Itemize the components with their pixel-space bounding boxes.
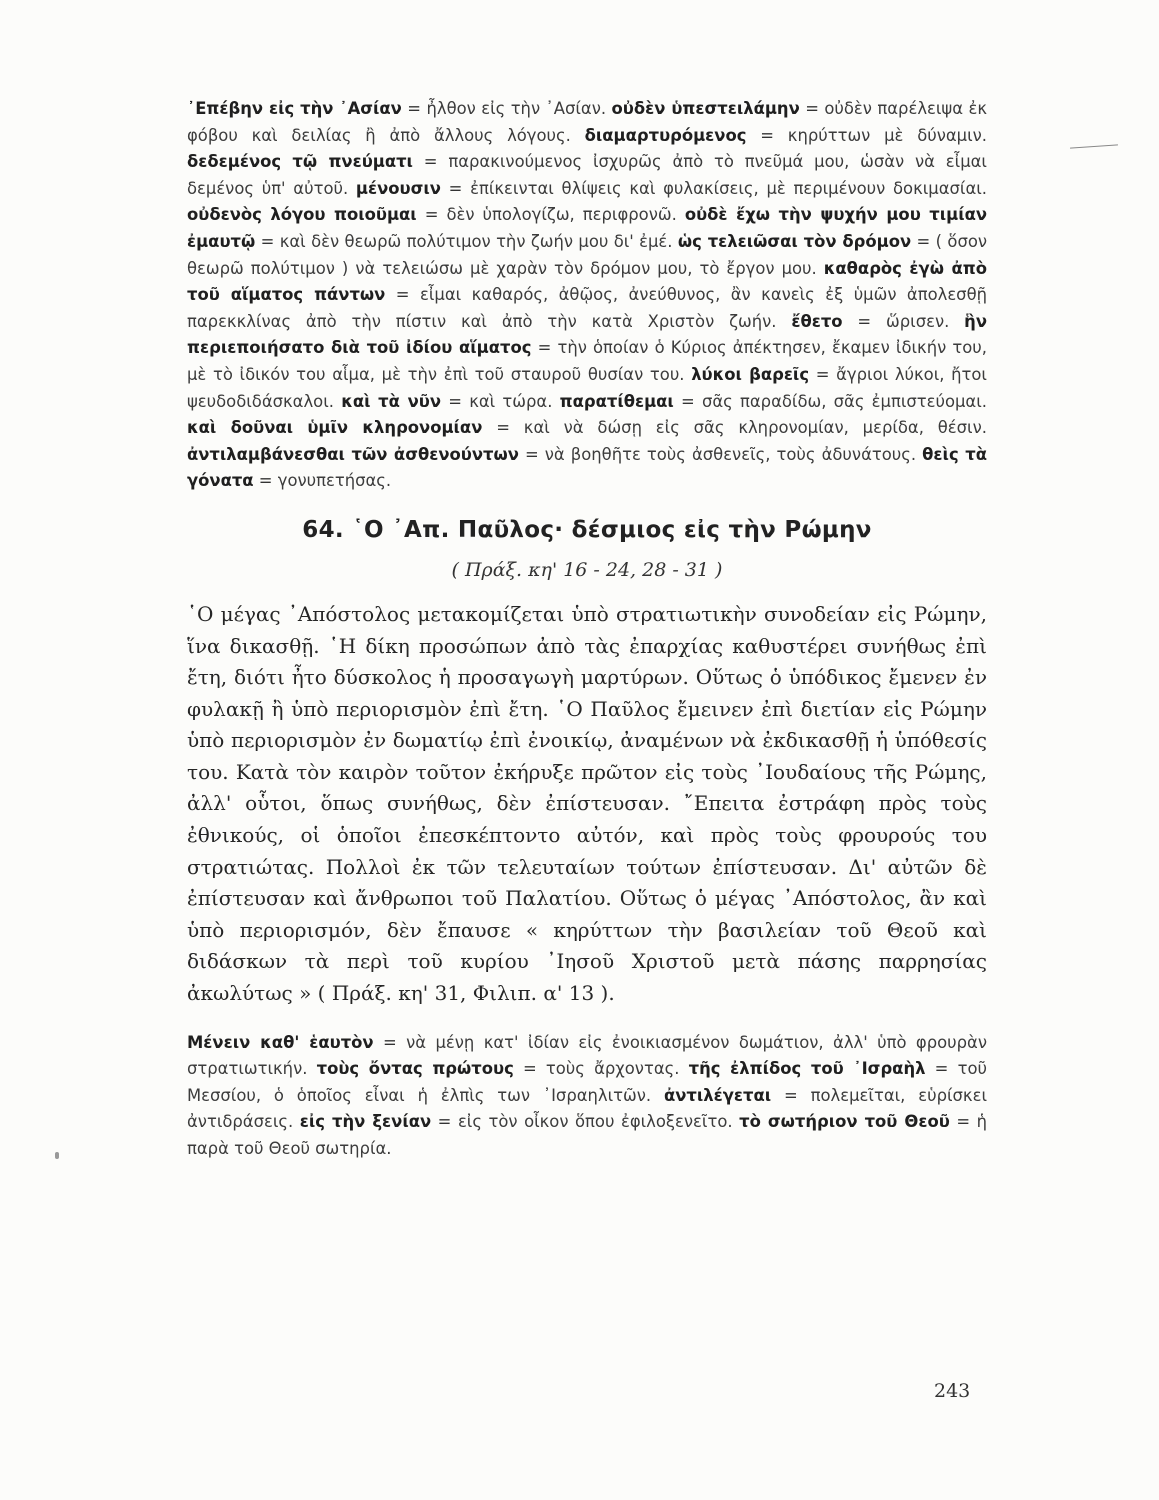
glossary-top [187,96,987,495]
equals-sign: = [784,1085,798,1105]
glossary-term: εἰς τὴν ξενίαν [299,1112,432,1132]
glossary-definition: τοὺς ἄρχοντας. [545,1059,680,1079]
equals-sign: = [382,1032,397,1052]
equals-sign: = [437,1112,452,1132]
equals-sign: = [760,125,774,145]
glossary-term: διαμαρτυρόμενος [584,125,747,145]
glossary-definition: πολεμεῖται, εὑρίσκει ἀντιδράσεις. [187,1085,987,1132]
glossary-definition: τοῦ Μεσσίου, ὁ ὁποῖος εἶναι ἡ ἐλπὶς των ᾿Ισραηλιτῶν. [187,1059,987,1105]
glossary-term: τὸ σωτήριον τοῦ Θεοῦ [739,1112,950,1132]
scripture-reference: ( Πράξ. κη' 16 - 24, 28 - 31 ) [451,558,723,581]
glossary-term: Μένειν καθ' ἑαυτὸν [187,1032,374,1052]
glossary-term: καὶ δοῦναι ὑμῖν κληρονομίαν [187,418,483,438]
glossary-definition: ὥρισεν. [886,311,950,331]
equals-sign: = [681,391,695,411]
glossary-term: ἀντιλέγεται [664,1085,772,1105]
glossary-term: καθαρὸς ἐγὼ ἀπὸ τοῦ αἵματος πάντων [187,258,987,305]
equals-sign: = [496,418,510,438]
equals-sign: = [916,231,931,251]
glossary-term: οὐδενὸς λόγου ποιοῦμαι [187,205,417,225]
glossary-term: οὐδὲν ὑπεστειλάμην [611,99,800,118]
glossary-definition: εἰς τὸν οἶκον ὅπου ἐφιλοξενεῖτο. [457,1112,733,1132]
equals-sign: = [423,152,438,172]
glossary-term: ὡς τελειῶσαι τὸν δρόμον [677,231,912,251]
glossary-definition: ἦλθον εἰς τὴν ᾿Ασίαν. [426,99,607,118]
glossary-definition: νὰ μένῃ κατ' ἰδίαν εἰς ἐνοικιασμένον δωμάτιον, ἀλλ' ὑπὸ φρουρὰν στρατιωτικήν. [187,1032,987,1079]
glossary-term: παρατίθεμαι [559,391,674,411]
glossary-term: ἀντιλαμβάνεσθαι τῶν ἀσθενούντων [187,444,519,464]
glossary-definition: καὶ δὲν θεωρῶ πολύτιμον τὴν ζωήν μου δι' ἐμέ. [279,231,673,251]
page-content [187,96,987,1163]
glossary-term: θεὶς τὰ γόνατα [187,444,987,491]
equals-sign: = [260,231,275,251]
glossary-definition: παρακινούμενος ἰσχυρῶς ἀπὸ τὸ πνεῦμά μου, ὡσὰν νὰ εἶμαι δεμένος ὑπ' αὐτοῦ. [187,152,987,198]
glossary-bottom [187,1030,987,1163]
equals-sign: = [522,1059,537,1079]
glossary-definition: τὴν ὁποίαν ὁ Κύριος ἀπέκτησεν, ἔκαμεν ἰδικήν του, μὲ τὸ ἰδικόν του αἷμα, μὲ τὴν ἐπὶ τοῦ σταυροῦ θυσίαν του. [187,338,987,384]
glossary-definition: δὲν ὑπολογίζω, περιφρονῶ. [446,205,677,225]
section-heading: 64. ῾Ο ᾿Απ. Παῦλος· δέσμιος εἰς τὴν Ρώμην [302,516,872,543]
page-number: 243 [934,1380,971,1402]
glossary-term: ἣν περιεποιήσατο διὰ τοῦ ἰδίου αἵματος [187,311,988,358]
glossary-definition: γονυπετήσας. [277,471,392,491]
equals-sign: = [395,285,410,305]
equals-sign: = [934,1059,949,1079]
equals-sign: = [956,1112,971,1132]
glossary-term: δεδεμένος τῷ πνεύματι [187,152,413,172]
equals-sign: = [407,99,422,118]
equals-sign: = [524,444,539,464]
margin-dot-mark [55,1152,59,1159]
glossary-definition: σᾶς παραδίδω, σᾶς ἐμπιστεύομαι. [701,391,987,411]
glossary-term: ᾿Επέβην εἰς τὴν ᾿Ασίαν [187,99,402,118]
equals-sign: = [805,99,819,118]
glossary-term: οὐδὲ ἔχω τὴν ψυχήν μου τιμίαν ἐμαυτῷ [187,205,988,251]
equals-sign: = [537,338,552,358]
margin-pencil-mark [1070,144,1118,148]
glossary-term: μένουσιν [355,178,441,198]
equals-sign: = [815,364,830,384]
glossary-definition: ἡ παρὰ τοῦ Θεοῦ σωτηρία. [187,1112,987,1158]
glossary-term: τῆς ἐλπίδος τοῦ ᾿Ισραὴλ [688,1059,926,1079]
glossary-definition: καὶ τώρα. [469,391,553,411]
equals-sign: = [424,205,439,225]
equals-sign: = [448,178,463,198]
equals-sign: = [857,311,872,331]
glossary-definition: οὐδὲν παρέλειψα ἐκ φόβου καὶ δειλίας ἢ ἀπὸ ἄλλους λόγους. [187,99,988,145]
glossary-term: λύκοι βαρεῖς [691,364,810,384]
glossary-definition: ἄγριοι λύκοι, ἤτοι ψευδοδιδάσκαλοι. [187,364,987,411]
glossary-term: ἔθετο [791,311,843,331]
glossary-term: καὶ τὰ νῦν [341,391,442,411]
glossary-term: τοὺς ὄντας πρώτους [316,1059,514,1079]
glossary-definition: καὶ νὰ δώσῃ εἰς σᾶς κληρονομίαν, μερίδα, θέσιν. [523,418,987,438]
equals-sign: = [448,391,462,411]
section-body: ῾Ο μέγας ᾿Απόστολος μετακομίζεται ὑπὸ στρατιωτικὴν συνοδείαν εἰς Ρώμην, ἵνα δικασθῇ. ῾Η δίκη προσώπων ἀπὸ τὰς ἐπαρχίας καθυστέρει συνήθως ἐπὶ ἔτη, διότι ἦτο δύσκολος ἡ προσαγωγὴ μαρτύρων. Οὕτως ὁ ὑπόδικος ἔμενεν ἐν φυλακῇ ἢ ὑπὸ περιορισμὸν ἐπὶ ἔτη. ῾Ο Παῦλος ἔμεινεν ἐπὶ διετίαν εἰς Ρώμην ὑπὸ περιορισμὸν ἐν δωματίῳ ἐπὶ ἐνοικίῳ, ἀναμένων νὰ ἐκδικασθῇ ἡ ὑπόθεσίς του. Κατὰ τὸν καιρὸν τοῦτον ἐκήρυξε πρῶτον εἰς τοὺς ᾿Ιουδαίους τῆς Ρώμης, ἀλλ' οὗτοι, ὅπως συνήθως, δὲν ἐπίστευσαν. ῎Επειτα ἐστράφη πρὸς τοὺς ἐθνικούς, οἱ ὁποῖοι ἐπεσκέπτοντο αὐτόν, καὶ πρὸς τοὺς φρουρούς του στρατιώτας. Πολλοὶ ἐκ τῶν τελευταίων τούτων ἐπίστευσαν. Δι' αὐτῶν δὲ ἐπίστευσαν καὶ ἄνθρωποι τοῦ Παλατίου. Οὕτως ὁ μέγας ᾿Απόστολος, ἂν καὶ ὑπὸ περιορισμόν, δὲν ἔπαυσε « κηρύττων τὴν βασιλείαν τοῦ Θεοῦ καὶ διδάσκων τὰ περὶ τοῦ κυρίου ᾿Ιησοῦ Χριστοῦ μετὰ πάσης παρρησίας ἀκωλύτως » ( Πράξ. κη' 31, Φιλιπ. α' 13 ). [187,601,987,1006]
glossary-definition: νὰ βοηθῆτε τοὺς ἀσθενεῖς, τοὺς ἀδυνάτους. [544,444,917,464]
glossary-definition: ἐπίκεινται θλίψεις καὶ φυλακίσεις, μὲ περιμένουν δοκιμασίαι. [470,178,987,198]
glossary-definition: κηρύττων μὲ δύναμιν. [787,125,988,145]
glossary-definition: εἶμαι καθαρός, ἀθῷος, ἀνεύθυνος, ἂν κανεὶς ἐξ ὑμῶν ἀπολεσθῇ παρεκκλίνας ἀπὸ τὴν πίστιν καὶ ἀπὸ τὴν κατὰ Χριστὸν ζωήν. [187,285,987,331]
equals-sign: = [258,471,273,491]
glossary-definition: ( ὅσον θεωρῶ πολύτιμον ) νὰ τελειώσω μὲ χαρὰν τὸν δρόμον μου, τὸ ἔργον μου. [187,231,988,278]
